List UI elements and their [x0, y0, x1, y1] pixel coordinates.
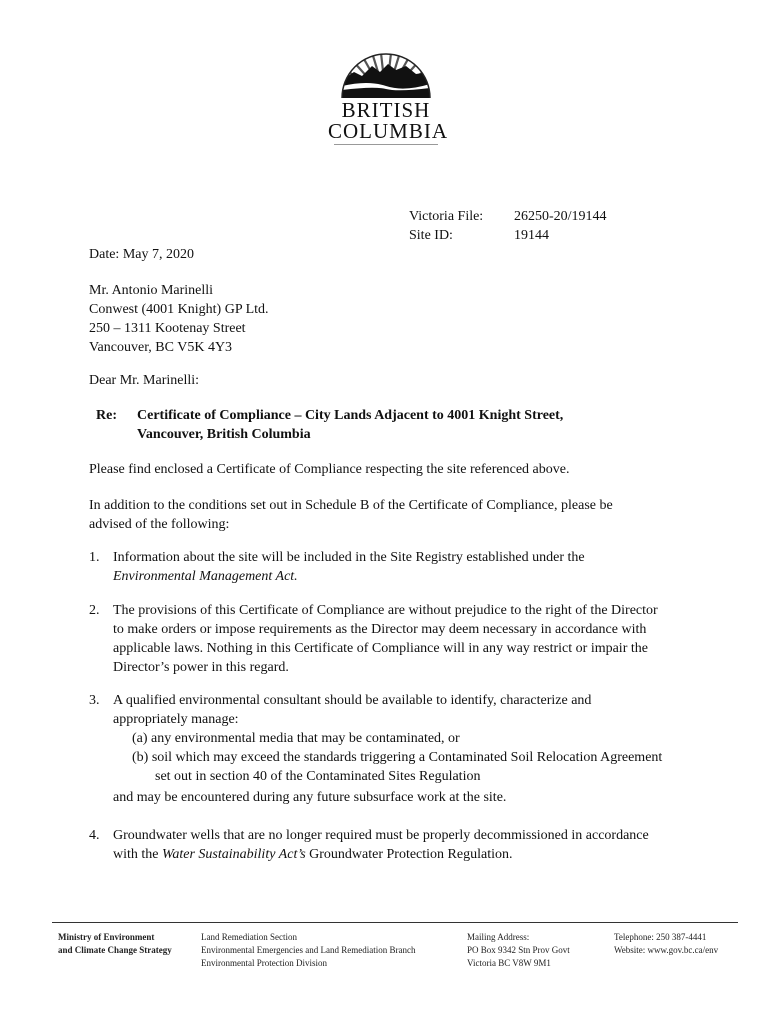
footer-mail-line-2: PO Box 9342 Stn Prov Govt — [467, 945, 570, 955]
salutation: Dear Mr. Marinelli: — [89, 373, 200, 388]
footer-telephone: Telephone: 250 387-4441 — [614, 932, 707, 942]
paragraph-2 — [89, 496, 613, 534]
footer-section — [201, 931, 416, 970]
paragraph-1: Please find enclosed a Certificate of Compliance respecting the site referenced above. — [89, 462, 570, 477]
recipient-company: Conwest (4001 Knight) GP Ltd. — [89, 302, 269, 317]
list-item-2-line-4: Director’s power in this regard. — [113, 660, 289, 675]
list-item-4-line-2-pre: with the — [113, 847, 162, 862]
list-item-3-number: 3. — [89, 693, 100, 708]
footer-section-line-2: Environmental Emergencies and Land Remediation Branch — [201, 945, 416, 955]
paragraph-2-line-2: advised of the following: — [89, 517, 230, 532]
re-subject-line-2: Vancouver, British Columbia — [137, 427, 311, 442]
footer-website: Website: www.gov.bc.ca/env — [614, 945, 719, 955]
list-item-2-line-3: applicable laws. Nothing in this Certificate of Compliance will in any way restrict or impair the — [113, 641, 648, 656]
recipient-street: 250 – 1311 Kootenay Street — [89, 321, 246, 336]
list-item-2-line-2: to make orders or impose requirements as the Director may deem necessary in accordance with — [113, 622, 647, 637]
list-item-3-sub-b-line-2: set out in section 40 of the Contaminated Sites Regulation — [155, 769, 481, 784]
list-item-4-line-1: Groundwater wells that are no longer required must be properly decommissioned in accordance — [113, 828, 649, 843]
list-item-4 — [113, 826, 649, 864]
re-subject-line-1: Certificate of Compliance – City Lands Adjacent to 4001 Knight Street, — [137, 408, 564, 423]
site-id-label: Site ID: — [409, 228, 453, 243]
bc-sun-mountains-icon — [328, 36, 444, 98]
logo-line-columbia: COLUMBIA — [328, 119, 449, 143]
list-item-2 — [113, 601, 658, 677]
list-item-1 — [113, 548, 585, 586]
paragraph-2-line-1: In addition to the conditions set out in Schedule B of the Certificate of Compliance, please be — [89, 498, 613, 513]
re-subject — [137, 406, 563, 444]
list-item-3-sub-b-line-1: (b) soil which may exceed the standards triggering a Contaminated Soil Relocation Agreement — [132, 750, 663, 765]
list-item-4-line-2-post: Groundwater Protection Regulation. — [305, 847, 513, 862]
victoria-file-value: 26250-20/19144 — [514, 209, 607, 224]
logo-line-british: BRITISH — [341, 98, 431, 122]
footer-mail-line-1: Mailing Address: — [467, 932, 530, 942]
letter-date: Date: May 7, 2020 — [89, 247, 194, 262]
list-item-4-line-2 — [113, 845, 649, 864]
recipient-city: Vancouver, BC V5K 4Y3 — [89, 340, 233, 355]
site-id-value: 19144 — [514, 228, 549, 243]
list-item-1-line-2: Environmental Management Act. — [113, 569, 298, 584]
list-item-3 — [113, 691, 662, 807]
footer-divider — [52, 922, 738, 923]
footer-ministry-line-2: and Climate Change Strategy — [58, 945, 172, 955]
list-item-2-line-1: The provisions of this Certificate of Compliance are without prejudice to the right of the Director — [113, 603, 658, 618]
list-item-3-end: and may be encountered during any future subsurface work at the site. — [113, 790, 507, 805]
list-item-4-number: 4. — [89, 828, 100, 843]
list-item-3-line-2: appropriately manage: — [113, 712, 239, 727]
re-label: Re: — [96, 408, 117, 423]
footer-mailing-address — [467, 931, 570, 970]
footer-section-line-3: Environmental Protection Division — [201, 958, 327, 968]
list-item-3-sub-a: (a) any environmental media that may be contaminated, or — [132, 731, 460, 746]
recipient-name: Mr. Antonio Marinelli — [89, 283, 214, 298]
bc-logo — [328, 36, 449, 145]
victoria-file-label: Victoria File: — [409, 209, 484, 224]
list-item-1-line-1: Information about the site will be included in the Site Registry established under the — [113, 550, 585, 565]
list-item-1-number: 1. — [89, 550, 100, 565]
recipient-address — [89, 281, 269, 357]
footer-ministry-line-1: Ministry of Environment — [58, 932, 155, 942]
logo-underline — [334, 144, 438, 145]
footer-mail-line-3: Victoria BC V8W 9M1 — [467, 958, 551, 968]
list-item-3-line-1: A qualified environmental consultant should be available to identify, characterize and — [113, 693, 592, 708]
footer-section-line-1: Land Remediation Section — [201, 932, 297, 942]
water-sustainability-act: Water Sustainability Act’s — [162, 847, 306, 862]
footer-contact — [614, 931, 718, 957]
list-item-2-number: 2. — [89, 603, 100, 618]
file-reference-block — [409, 207, 607, 245]
footer-ministry — [58, 931, 172, 957]
